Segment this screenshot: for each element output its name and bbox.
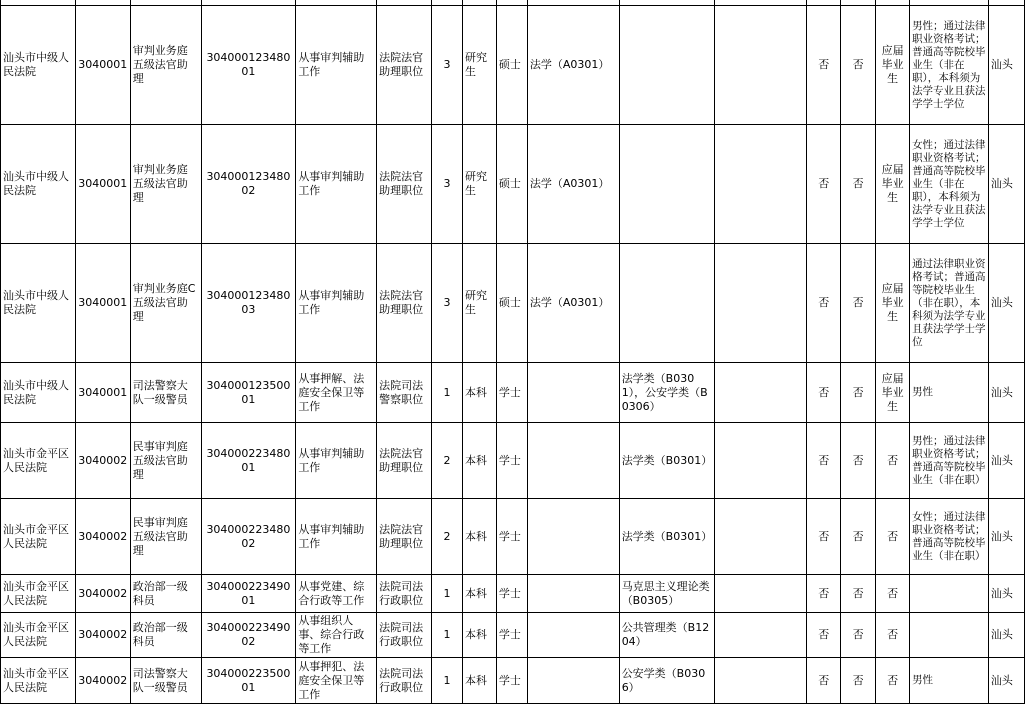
table-row: [1, 423, 1025, 499]
description-cell: 从事审判辅助工作: [296, 6, 377, 125]
major-college-cell: [714, 499, 807, 575]
description-cell: 从事押犯、法庭安全保卫等工作: [296, 658, 377, 704]
other-requirements-cell: 男性；通过法律职业资格考试；普通高等院校毕业生（非在职）: [910, 423, 989, 499]
major-graduate-cell: [527, 423, 619, 499]
category-cell: 法院法官助理职位: [377, 244, 432, 363]
education-cell: 本科: [462, 423, 496, 499]
degree-cell: 学士: [496, 423, 527, 499]
post-cell: 审判业务庭五级法官助理: [130, 125, 201, 244]
major-college-cell: [714, 658, 807, 704]
post-code-cell: 30400022350001: [201, 658, 296, 704]
condition-3-cell: 否: [876, 658, 910, 704]
condition-3-cell: 否: [876, 423, 910, 499]
other-requirements-cell: 男性: [910, 658, 989, 704]
table-row: [1, 125, 1025, 244]
post-cell: 政治部一级科员: [130, 575, 201, 613]
table-row: [1, 575, 1025, 613]
unit-code-cell: 3040001: [75, 363, 130, 423]
category-cell: 法院司法行政职位: [377, 575, 432, 613]
condition-2-cell: 否: [841, 423, 876, 499]
condition-2-cell: 否: [841, 499, 876, 575]
count-cell: 1: [432, 575, 463, 613]
education-cell: 研究生: [462, 6, 496, 125]
post-cell: 民事审判庭五级法官助理: [130, 423, 201, 499]
location-cell: 汕头: [988, 658, 1024, 704]
post-cell: 司法警察大队一级警员: [130, 363, 201, 423]
table-body: [1, 0, 1025, 704]
table-row: [1, 499, 1025, 575]
location-cell: 汕头: [988, 6, 1024, 125]
degree-cell: 硕士: [496, 244, 527, 363]
condition-2-cell: 否: [841, 613, 876, 658]
degree-cell: 学士: [496, 658, 527, 704]
other-requirements-cell: 男性: [910, 363, 989, 423]
location-cell: 汕头: [988, 613, 1024, 658]
table-row: [1, 6, 1025, 125]
unit-code-cell: 3040002: [75, 575, 130, 613]
condition-3-cell: 否: [876, 499, 910, 575]
major-college-cell: [714, 363, 807, 423]
degree-cell: 学士: [496, 613, 527, 658]
description-cell: 从事党建、综合行政等工作: [296, 575, 377, 613]
post-cell: 审判业务庭C五级法官助理: [130, 244, 201, 363]
condition-2-cell: 否: [841, 658, 876, 704]
post-code-cell: 30400022348001: [201, 423, 296, 499]
description-cell: 从事审判辅助工作: [296, 125, 377, 244]
education-cell: 本科: [462, 575, 496, 613]
major-college-cell: [714, 6, 807, 125]
condition-3-cell: 否: [876, 575, 910, 613]
major-undergraduate-cell: 公安学类（B0306）: [619, 658, 714, 704]
condition-1-cell: 否: [807, 658, 841, 704]
other-requirements-cell: 女性；通过法律职业资格考试；普通高等院校毕业生（非在职）: [910, 499, 989, 575]
table-row: [1, 244, 1025, 363]
location-cell: 汕头: [988, 244, 1024, 363]
post-code-cell: 30400012348003: [201, 244, 296, 363]
condition-2-cell: 否: [841, 6, 876, 125]
major-undergraduate-cell: [619, 6, 714, 125]
category-cell: 法院法官助理职位: [377, 423, 432, 499]
degree-cell: 学士: [496, 499, 527, 575]
condition-3-cell: 应届毕业生: [876, 6, 910, 125]
unit-code-cell: 3040002: [75, 423, 130, 499]
category-cell: 法院司法行政职位: [377, 613, 432, 658]
unit-code-cell: 3040002: [75, 613, 130, 658]
condition-1-cell: 否: [807, 575, 841, 613]
major-college-cell: [714, 575, 807, 613]
degree-cell: 硕士: [496, 125, 527, 244]
post-cell: 民事审判庭五级法官助理: [130, 499, 201, 575]
condition-2-cell: 否: [841, 575, 876, 613]
condition-3-cell: 否: [876, 613, 910, 658]
major-graduate-cell: 法学（A0301）: [527, 244, 619, 363]
degree-cell: 硕士: [496, 6, 527, 125]
category-cell: 法院司法警察职位: [377, 363, 432, 423]
major-college-cell: [714, 244, 807, 363]
unit-cell: 汕头市中级人民法院: [1, 125, 76, 244]
category-cell: 法院法官助理职位: [377, 6, 432, 125]
description-cell: 从事组织人事、综合行政等工作: [296, 613, 377, 658]
location-cell: 汕头: [988, 363, 1024, 423]
description-cell: 从事审判辅助工作: [296, 244, 377, 363]
major-undergraduate-cell: [619, 244, 714, 363]
count-cell: 1: [432, 658, 463, 704]
major-undergraduate-cell: 马克思主义理论类（B0305）: [619, 575, 714, 613]
category-cell: 法院法官助理职位: [377, 125, 432, 244]
table-row: [1, 658, 1025, 704]
major-college-cell: [714, 125, 807, 244]
major-college-cell: [714, 613, 807, 658]
count-cell: 3: [432, 6, 463, 125]
unit-code-cell: 3040001: [75, 125, 130, 244]
count-cell: 1: [432, 613, 463, 658]
category-cell: 法院法官助理职位: [377, 499, 432, 575]
education-cell: 研究生: [462, 244, 496, 363]
unit-cell: 汕头市中级人民法院: [1, 6, 76, 125]
unit-cell: 汕头市中级人民法院: [1, 244, 76, 363]
post-code-cell: 30400012348001: [201, 6, 296, 125]
condition-2-cell: 否: [841, 363, 876, 423]
education-cell: 本科: [462, 658, 496, 704]
location-cell: 汕头: [988, 499, 1024, 575]
major-graduate-cell: 法学（A0301）: [527, 125, 619, 244]
post-code-cell: 30400022349001: [201, 575, 296, 613]
degree-cell: 学士: [496, 363, 527, 423]
description-cell: 从事审判辅助工作: [296, 499, 377, 575]
unit-cell: 汕头市金平区人民法院: [1, 575, 76, 613]
count-cell: 3: [432, 125, 463, 244]
condition-1-cell: 否: [807, 613, 841, 658]
post-cell: 司法警察大队一级警员: [130, 658, 201, 704]
category-cell: 法院司法行政职位: [377, 658, 432, 704]
post-code-cell: 30400012350001: [201, 363, 296, 423]
major-graduate-cell: [527, 363, 619, 423]
post-code-cell: 30400012348002: [201, 125, 296, 244]
count-cell: 2: [432, 423, 463, 499]
major-undergraduate-cell: 法学类（B0301）: [619, 423, 714, 499]
condition-1-cell: 否: [807, 125, 841, 244]
other-requirements-cell: 男性；通过法律职业资格考试；普通高等院校毕业生（非在职），本科须为法学专业且获法学学士学位: [910, 6, 989, 125]
condition-3-cell: 应届毕业生: [876, 125, 910, 244]
unit-cell: 汕头市金平区人民法院: [1, 613, 76, 658]
major-graduate-cell: [527, 658, 619, 704]
unit-code-cell: 3040002: [75, 499, 130, 575]
unit-cell: 汕头市金平区人民法院: [1, 423, 76, 499]
condition-1-cell: 否: [807, 6, 841, 125]
location-cell: 汕头: [988, 423, 1024, 499]
major-undergraduate-cell: 法学类（B0301），公安学类（B0306）: [619, 363, 714, 423]
post-code-cell: 30400022348002: [201, 499, 296, 575]
unit-code-cell: 3040001: [75, 244, 130, 363]
major-undergraduate-cell: 法学类（B0301）: [619, 499, 714, 575]
location-cell: 汕头: [988, 125, 1024, 244]
other-requirements-cell: [910, 613, 989, 658]
unit-cell: 汕头市中级人民法院: [1, 363, 76, 423]
count-cell: 1: [432, 363, 463, 423]
description-cell: 从事审判辅助工作: [296, 423, 377, 499]
table-row: [1, 613, 1025, 658]
condition-1-cell: 否: [807, 363, 841, 423]
major-graduate-cell: 法学（A0301）: [527, 6, 619, 125]
unit-code-cell: 3040002: [75, 658, 130, 704]
condition-1-cell: 否: [807, 244, 841, 363]
major-graduate-cell: [527, 575, 619, 613]
condition-1-cell: 否: [807, 499, 841, 575]
unit-cell: 汕头市金平区人民法院: [1, 658, 76, 704]
education-cell: 研究生: [462, 125, 496, 244]
other-requirements-cell: [910, 575, 989, 613]
location-cell: 汕头: [988, 575, 1024, 613]
major-undergraduate-cell: 公共管理类（B1204）: [619, 613, 714, 658]
degree-cell: 学士: [496, 575, 527, 613]
major-graduate-cell: [527, 499, 619, 575]
count-cell: 3: [432, 244, 463, 363]
major-graduate-cell: [527, 613, 619, 658]
unit-code-cell: 3040001: [75, 6, 130, 125]
post-cell: 审判业务庭五级法官助理: [130, 6, 201, 125]
count-cell: 2: [432, 499, 463, 575]
education-cell: 本科: [462, 613, 496, 658]
condition-3-cell: 应届毕业生: [876, 244, 910, 363]
unit-cell: 汕头市金平区人民法院: [1, 499, 76, 575]
major-undergraduate-cell: [619, 125, 714, 244]
condition-2-cell: 否: [841, 125, 876, 244]
education-cell: 本科: [462, 499, 496, 575]
description-cell: 从事押解、法庭安全保卫等工作: [296, 363, 377, 423]
other-requirements-cell: 女性；通过法律职业资格考试；普通高等院校毕业生（非在职），本科须为法学专业且获法学学士学位: [910, 125, 989, 244]
post-code-cell: 30400022349002: [201, 613, 296, 658]
condition-1-cell: 否: [807, 423, 841, 499]
condition-3-cell: 应届毕业生: [876, 363, 910, 423]
condition-2-cell: 否: [841, 244, 876, 363]
other-requirements-cell: 通过法律职业资格考试；普通高等院校毕业生（非在职），本科须为法学专业且获法学学士学位: [910, 244, 989, 363]
post-cell: 政治部一级科员: [130, 613, 201, 658]
table-row: [1, 363, 1025, 423]
education-cell: 本科: [462, 363, 496, 423]
major-college-cell: [714, 423, 807, 499]
